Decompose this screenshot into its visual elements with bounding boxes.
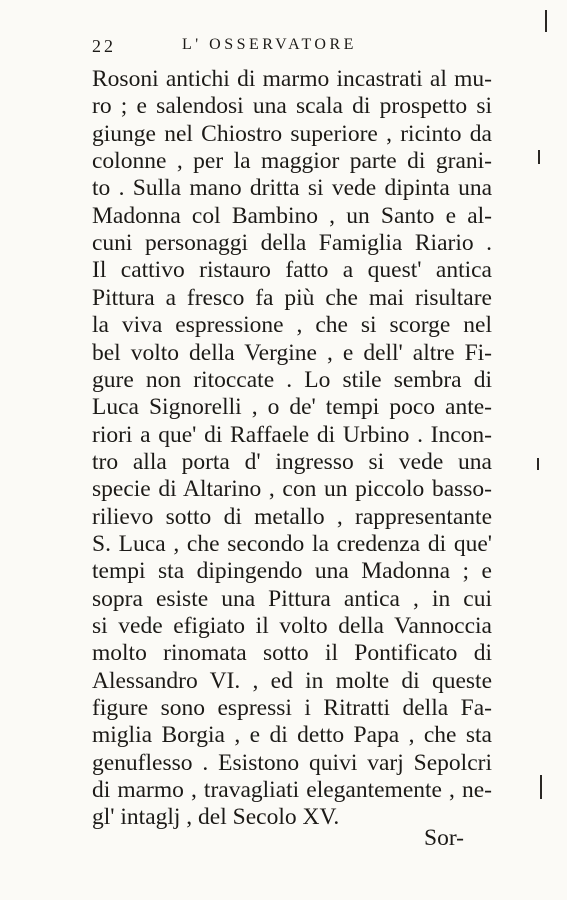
text-line: Il cattivo ristauro fatto a quest' antica (92, 257, 492, 284)
edge-mark (540, 775, 542, 799)
text-line: miglia Borgia , e di detto Papa , che sta (92, 722, 492, 749)
text-line: di marmo , travagliati elegantemente , ne- (92, 777, 492, 804)
edge-mark (537, 458, 539, 470)
running-title: L' OSSERVATORE (182, 36, 357, 53)
page-number: 22 (92, 36, 116, 56)
text-line: riori a que' di Raffaele di Urbino . Incon- (92, 421, 492, 448)
text-line: Luca Signorelli , o de' tempi poco ante- (92, 394, 492, 421)
text-line: to . Sulla mano dritta si vede dipinta una (92, 175, 492, 202)
text-line: molto rinomata sotto il Pontificato di (92, 640, 492, 667)
text-line: tempi sta dipingendo una Madonna ; e (92, 558, 492, 585)
edge-mark (538, 150, 540, 164)
text-line: si vede efigiato il volto della Vannoccia (92, 613, 492, 639)
text-line: Madonna col Bambino , un Santo e al- (92, 202, 492, 229)
page-header (92, 36, 492, 58)
text-line: cuni personaggi della Famiglia Riario . (92, 230, 492, 257)
text-line: bel volto della Vergine , e dell' altre Fi- (92, 339, 492, 366)
text-line: rilievo sotto di metallo , rappresentante (92, 503, 492, 530)
edge-mark (545, 10, 547, 32)
text-line: genuflesso . Esistono quivi varj Sepolcri (92, 749, 492, 776)
text-line: ro ; e salendosi una scala di prospetto si (92, 93, 492, 120)
text-line: specie di Altarino , con un piccolo basso- (92, 476, 492, 503)
text-line: tro alla porta d' ingresso si vede una (92, 448, 492, 475)
text-line: S. Luca , che secondo la credenza di que' (92, 530, 492, 557)
text-line: gure non ritoccate . Lo stile sembra di (92, 366, 492, 393)
text-line: Alessandro VI. , ed in molte di queste (92, 667, 492, 694)
text-line: Rosoni antichi di marmo incastrati al mu- (92, 66, 492, 92)
text-line: la viva espressione , che si scorge nel (92, 312, 492, 339)
text-line: Pittura a fresco fa più che mai risultare (92, 284, 492, 311)
text-line: giunge nel Chiostro superiore , ricinto da (92, 120, 492, 147)
text-line: gl' intaglj , del Secolo XV. (92, 804, 340, 831)
text-line: sopra esiste una Pittura antica , in cui (92, 585, 492, 612)
catchword: Sor- (424, 825, 465, 851)
text-line: colonne , per la maggior parte di grani- (92, 148, 492, 175)
text-line: figure sono espressi i Ritratti della Fa- (92, 695, 492, 722)
